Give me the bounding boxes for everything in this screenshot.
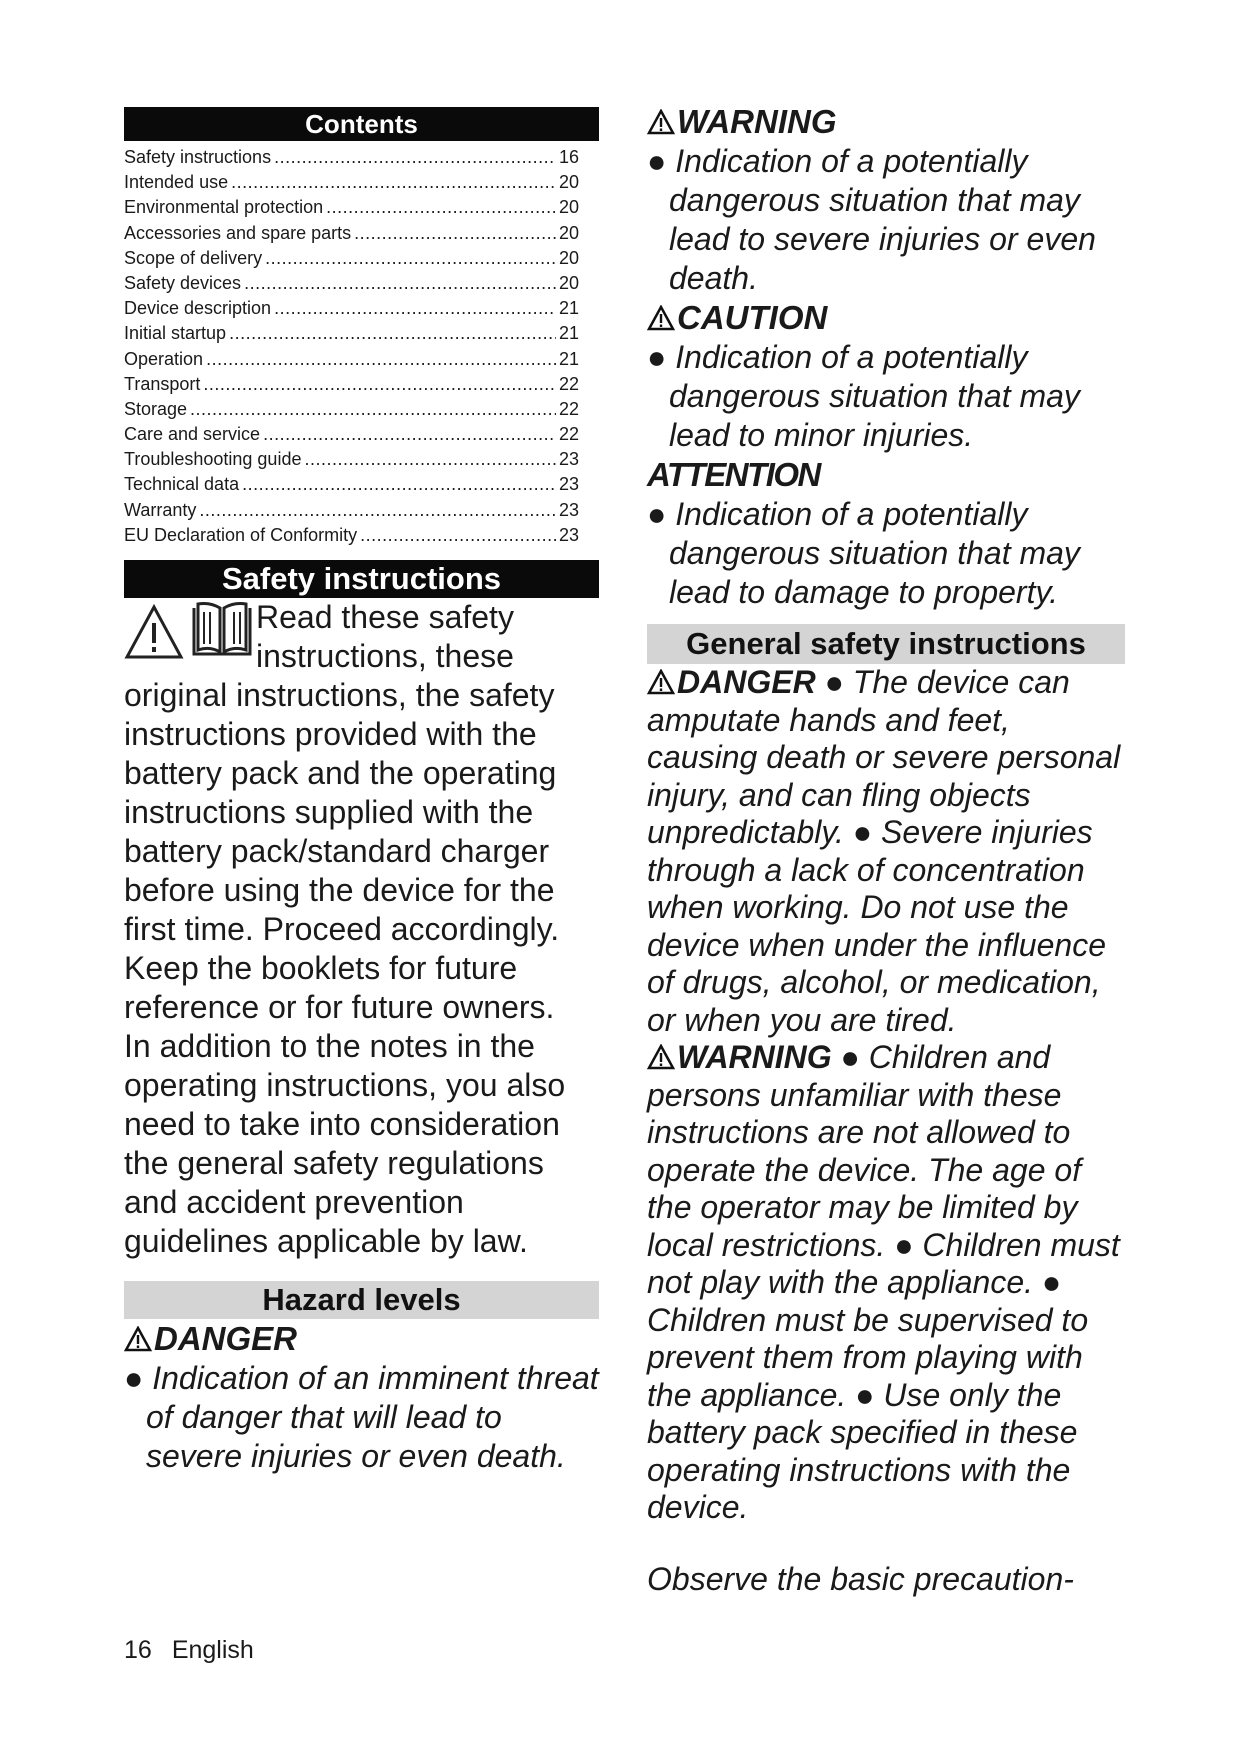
bullet-icon: ● — [124, 1360, 144, 1396]
toc-entry — [124, 422, 579, 447]
danger-level-heading — [124, 1319, 599, 1359]
toc-leader-dots — [265, 246, 556, 271]
toc-leader-dots — [274, 145, 556, 170]
continuation-text: Observe the basic precaution- — [647, 1560, 1074, 1597]
attention-level-heading — [647, 455, 1125, 495]
warning-triangle-icon — [647, 1044, 675, 1070]
toc-leader-dots — [231, 170, 556, 195]
toc-entry-page: 22 — [558, 424, 579, 445]
toc-leader-dots — [199, 498, 556, 523]
toc-entry — [124, 472, 579, 497]
warning-level-label: WARNING — [677, 103, 837, 140]
toc-leader-dots — [274, 296, 556, 321]
general-danger-paragraph — [647, 664, 1125, 1039]
toc-entry — [124, 195, 579, 220]
toc-entry-title: Transport — [124, 373, 201, 394]
toc-entry — [124, 347, 579, 372]
toc-leader-dots — [326, 195, 556, 220]
toc-leader-dots — [206, 347, 556, 372]
warning-level-description — [647, 142, 1125, 298]
toc-entry-title: Accessories and spare parts — [124, 222, 352, 243]
toc-leader-dots — [203, 372, 556, 397]
page-number: 16 — [124, 1636, 152, 1664]
toc-entry — [124, 397, 579, 422]
toc-entry-page: 16 — [558, 147, 579, 167]
table-of-contents — [124, 145, 599, 548]
general-danger-text: ● The device can amputate hands and feet, causing death or severe personal injury, and can fling objects unpredictably. ● Severe injuries through a lack of concentration when working. Do not use the device when under the influence of drugs, alcohol, or medication, or when you are tired. — [647, 664, 1121, 1038]
attention-level-description — [647, 495, 1125, 612]
safety-intro-text: Read these safety instructions, these original instructions, the safety instructions provided with the battery pack and the operating instructions supplied with the battery pack/standard charger before using the device for the first time. Proceed accordingly. Keep the booklets for future reference or for future owners. — [124, 599, 560, 1025]
attention-level-text: Indication of a potentially dangerous situation that may lead to damage to property. — [669, 496, 1080, 610]
safety-instructions-heading: Safety instructions — [124, 560, 599, 598]
toc-entry — [124, 498, 579, 523]
toc-entry-page: 23 — [558, 499, 579, 520]
toc-entry-page: 21 — [558, 323, 579, 344]
toc-entry — [124, 271, 579, 296]
toc-entry-title: Care and service — [124, 424, 261, 445]
general-safety-heading: General safety instructions — [647, 624, 1125, 664]
warning-triangle-icon — [124, 1326, 152, 1352]
open-book-icon — [190, 600, 254, 660]
toc-leader-dots — [304, 447, 556, 472]
left-column — [124, 107, 599, 1476]
toc-entry-title: Intended use — [124, 172, 229, 193]
toc-entry — [124, 523, 579, 548]
toc-entry — [124, 321, 579, 346]
toc-entry-title: Storage — [124, 398, 188, 419]
toc-leader-dots — [360, 523, 556, 548]
toc-entry-page: 20 — [558, 222, 579, 243]
danger-level-text: Indication of an imminent threat of danger that will lead to severe injuries or even death. — [146, 1360, 599, 1474]
toc-entry — [124, 447, 579, 472]
toc-entry-title: Environmental protection — [124, 197, 324, 218]
toc-entry — [124, 296, 579, 321]
toc-leader-dots — [242, 472, 556, 497]
toc-entry-page: 21 — [558, 298, 579, 319]
caution-level-description — [647, 338, 1125, 455]
toc-entry-page: 20 — [558, 272, 579, 293]
contents-heading: Contents — [124, 107, 599, 141]
general-warning-label: WARNING — [677, 1039, 832, 1075]
toc-entry-page: 22 — [558, 398, 579, 419]
page-footer — [124, 1636, 274, 1665]
toc-entry-title: Device description — [124, 298, 272, 319]
safety-addition-text: In addition to the notes in the operating instructions, you also need to take into consideration the general safety regulations and accident prevention guidelines applicable by law. — [124, 1028, 566, 1259]
toc-entry — [124, 221, 579, 246]
right-column — [647, 102, 1125, 1598]
toc-leader-dots — [354, 221, 556, 246]
toc-entry-page: 20 — [558, 172, 579, 193]
toc-entry-page: 22 — [558, 373, 579, 394]
toc-entry-page: 23 — [558, 449, 579, 470]
general-warning-heading — [647, 1039, 832, 1075]
warning-triangle-icon — [124, 604, 184, 660]
toc-entry-page: 23 — [558, 474, 579, 495]
toc-entry — [124, 145, 579, 170]
intro-icon-group — [124, 598, 256, 664]
attention-level-label: ATTENTION — [647, 456, 820, 493]
toc-entry-title: Warranty — [124, 499, 197, 520]
warning-triangle-icon — [647, 305, 675, 331]
general-danger-label: DANGER — [677, 664, 816, 700]
bullet-icon: ● — [647, 143, 667, 179]
toc-leader-dots — [244, 271, 556, 296]
danger-level-label: DANGER — [154, 1320, 298, 1357]
toc-entry — [124, 246, 579, 271]
general-warning-paragraph — [647, 1039, 1125, 1527]
bullet-icon: ● — [647, 496, 667, 532]
toc-entry-page: 20 — [558, 197, 579, 218]
toc-entry-page: 21 — [558, 348, 579, 369]
warning-triangle-icon — [647, 669, 675, 695]
toc-entry-title: Initial startup — [124, 323, 227, 344]
toc-entry-page: 20 — [558, 247, 579, 268]
toc-entry-title: Safety instructions — [124, 147, 272, 167]
toc-leader-dots — [190, 397, 556, 422]
toc-entry — [124, 372, 579, 397]
toc-entry-title: Scope of delivery — [124, 247, 263, 268]
warning-triangle-icon — [647, 109, 675, 135]
toc-entry-title: Technical data — [124, 474, 240, 495]
toc-entry-title: Troubleshooting guide — [124, 449, 302, 470]
caution-level-label: CAUTION — [677, 299, 828, 336]
danger-level-description — [124, 1359, 599, 1476]
general-warning-text: ● Children and persons unfamiliar with these instructions are not allowed to operate the device. The age of the operator may be limited by local restrictions. ● Children must not play with the appliance. ● Children must be supervised to prevent them from playing with the appliance. ● Use only the battery pack specified in these operating instructions with the device. — [647, 1039, 1120, 1525]
toc-entry-title: EU Declaration of Conformity — [124, 524, 358, 545]
general-danger-heading — [647, 664, 816, 700]
footer-language: English — [171, 1636, 254, 1664]
toc-leader-dots — [229, 321, 556, 346]
toc-entry-title: Operation — [124, 348, 204, 369]
caution-level-text: Indication of a potentially dangerous situation that may lead to minor injuries. — [669, 339, 1080, 453]
safety-intro — [124, 598, 599, 1027]
warning-level-text: Indication of a potentially dangerous situation that may lead to severe injuries or even death. — [669, 143, 1096, 296]
caution-level-heading — [647, 298, 1125, 338]
warning-level-heading — [647, 102, 1125, 142]
toc-entry — [124, 170, 579, 195]
toc-entry-page: 23 — [558, 524, 579, 545]
hazard-levels-heading: Hazard levels — [124, 1281, 599, 1319]
bullet-icon: ● — [647, 339, 667, 375]
toc-entry-title: Safety devices — [124, 272, 242, 293]
toc-leader-dots — [263, 422, 556, 447]
